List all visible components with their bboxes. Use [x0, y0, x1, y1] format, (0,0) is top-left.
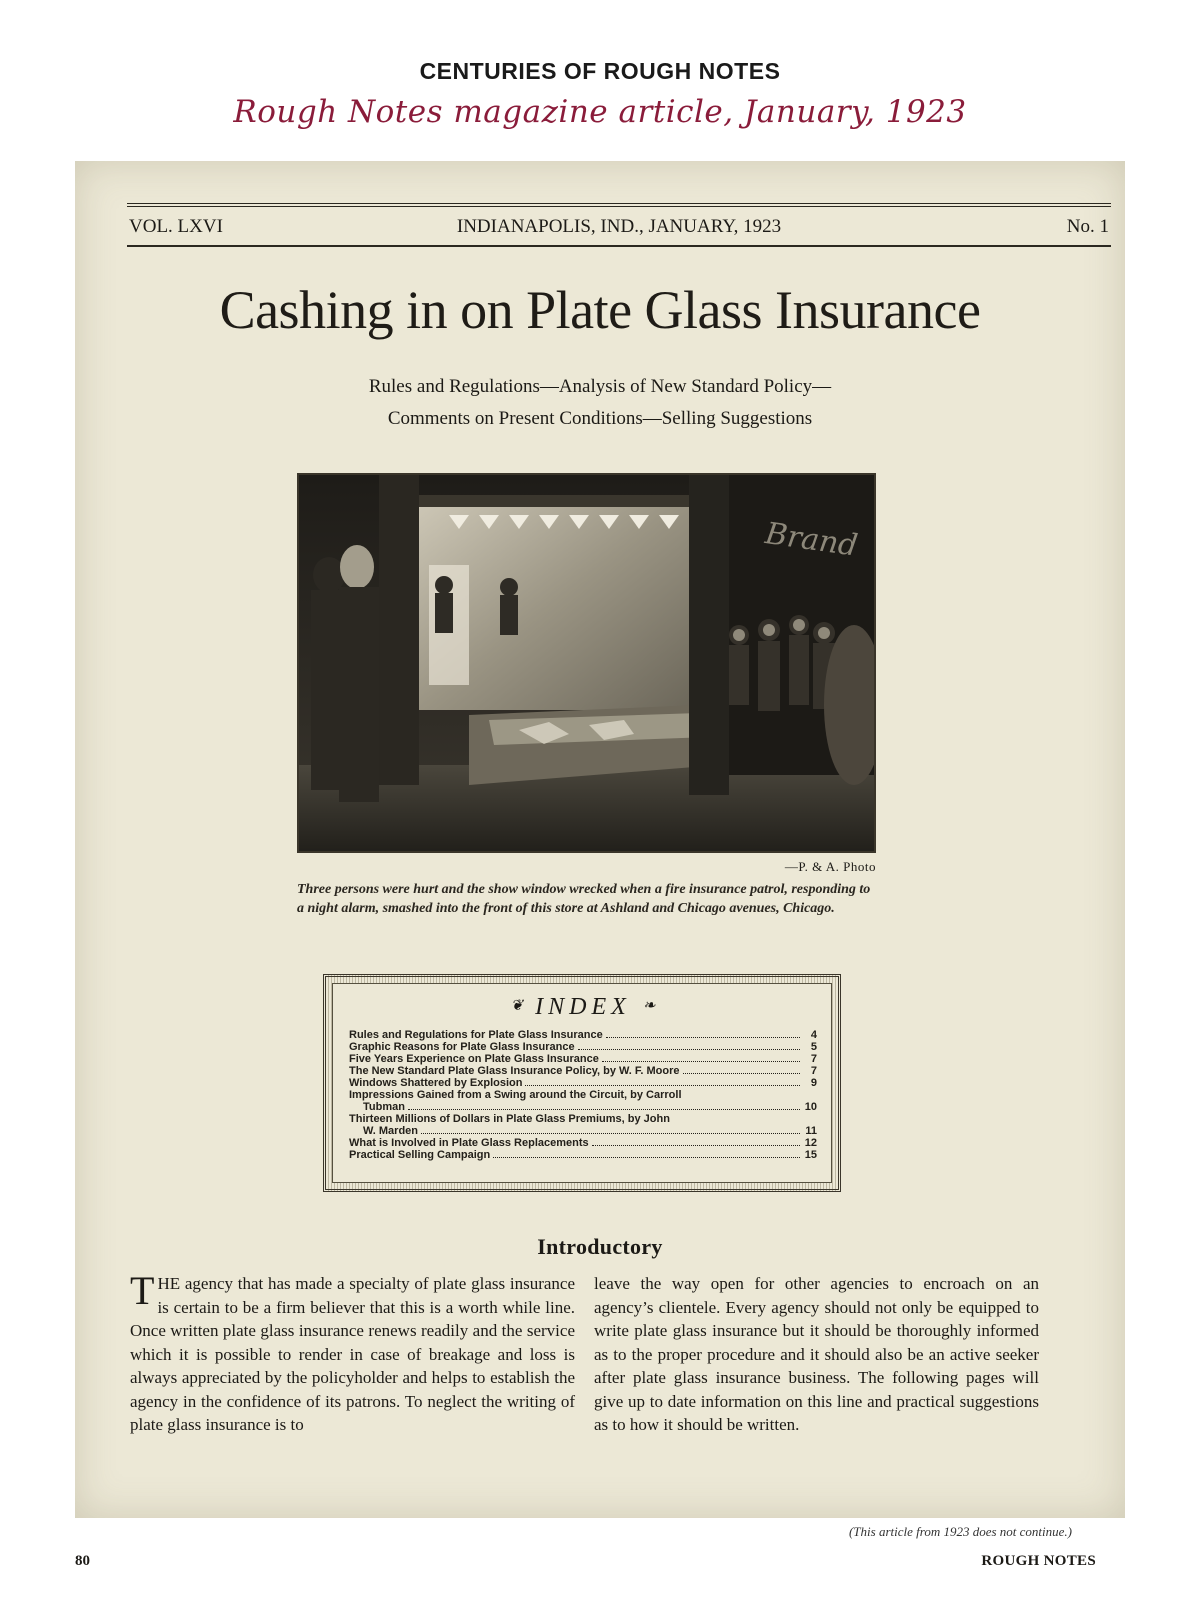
drop-cap: T: [130, 1268, 155, 1313]
index-box: [323, 974, 841, 1192]
index-entry-title: Tubman: [363, 1101, 405, 1113]
index-entry-title: Windows Shattered by Explosion: [349, 1077, 523, 1089]
page-number: 80: [75, 1553, 90, 1569]
index-entry: [349, 1029, 817, 1041]
introductory-heading: Introductory: [537, 1234, 663, 1259]
storefront-photo: [297, 473, 876, 853]
article-deck: [75, 371, 1125, 435]
index-entry-title: Thirteen Millions of Dollars in Plate Glass Premiums, by John: [349, 1113, 670, 1125]
index-leader-dots: [602, 1061, 800, 1062]
index-entry-title: W. Marden: [363, 1125, 419, 1137]
masthead-dateline: INDIANAPOLIS, IND., JANUARY, 1923: [456, 216, 782, 237]
ornament-right-icon: ❧: [642, 998, 656, 1014]
masthead-number: No. 1: [1066, 216, 1109, 237]
footer-note: (This article from 1923 does not continue.): [848, 1524, 1072, 1539]
index-entry-page: 5: [810, 1041, 817, 1053]
index-entry-page: 11: [805, 1125, 817, 1137]
intro-left-column: [130, 1268, 575, 1437]
index-leader-dots: [408, 1109, 800, 1110]
index-entry-title: Practical Selling Campaign: [349, 1149, 491, 1161]
index-entry-page: 7: [810, 1065, 817, 1077]
deck-line-1: Rules and Regulations—Analysis of New Standard Policy—: [368, 376, 832, 397]
index-entry-title: Rules and Regulations for Plate Glass Insurance: [349, 1029, 603, 1041]
index-entry: [349, 1041, 817, 1053]
index-leader-dots: [592, 1145, 800, 1146]
index-leader-dots: [683, 1073, 801, 1074]
scanned-magazine-page: [75, 161, 1125, 1518]
intro-left-text: HE agency that has made a specialty of plate glass insurance is certain to be a firm believer that this is a worth while line. Once written plate glass insurance renews readily and the service which it is possible to render in case of breakage and loss is always appreciated by the policyholder and helps to establish the agency in the confidence of its patrons. To neglect the writing of plate glass insurance is to: [130, 1274, 575, 1434]
index-entry: [349, 1137, 817, 1149]
storefront-sign-text: Brand: [763, 516, 860, 564]
index-entry-page: 7: [810, 1053, 817, 1065]
index-inner: [332, 983, 832, 1183]
index-entry-title: Graphic Reasons for Plate Glass Insurance: [349, 1041, 575, 1053]
index-title: [349, 994, 817, 1021]
index-entry-title: What is Involved in Plate Glass Replacements: [349, 1137, 589, 1149]
index-leader-dots: [606, 1037, 800, 1038]
ornament-left-icon: ❦: [510, 998, 524, 1014]
page-header-subtitle: Rough Notes magazine article, January, 1923: [233, 94, 967, 130]
index-entry: [349, 1113, 817, 1125]
deck-line-2: Comments on Present Conditions—Selling Suggestions: [387, 408, 813, 429]
index-entry-title: The New Standard Plate Glass Insurance Policy, by W. F. Moore: [349, 1065, 680, 1077]
index-entry-page: 12: [804, 1137, 817, 1149]
index-entry: [349, 1125, 817, 1137]
index-entry: [349, 1149, 817, 1161]
index-leader-dots: [578, 1049, 800, 1050]
index-entry-title: Impressions Gained from a Swing around the Circuit, by Carroll: [349, 1089, 682, 1101]
index-entry: [349, 1065, 817, 1077]
index-entry: [349, 1077, 817, 1089]
index-title-text: INDEX: [535, 994, 631, 1020]
masthead: [127, 203, 1111, 247]
index-entry-title: Five Years Experience on Plate Glass Insurance: [349, 1053, 599, 1065]
index-leader-dots: [525, 1085, 800, 1086]
index-leader-dots: [421, 1133, 800, 1134]
page-header-title: CENTURIES OF ROUGH NOTES: [419, 58, 781, 84]
index-entry: [349, 1053, 817, 1065]
index-entry-page: 4: [810, 1029, 817, 1041]
index-entry-page: 10: [804, 1101, 817, 1113]
photo-credit: —P. & A. Photo: [784, 859, 876, 874]
photo-caption: Three persons were hurt and the show window wrecked when a fire insurance patrol, responding to a night alarm, smashed into the front of this store at Ashland and Chicago avenues, Chicago.: [297, 882, 871, 916]
index-entry-page: 9: [810, 1077, 817, 1089]
masthead-volume: VOL. LXVI: [129, 216, 223, 237]
intro-right-column: leave the way open for other agencies to encroach on an agency’s clientele. Every agency should not only be equipped to write plate glass insurance but it should be thoroughly informed as to the proper procedure and it should also be an active seeker after plate glass insurance business. The following pages will give up to date information on this line and practical suggestions as to how it should be written.: [594, 1274, 1039, 1434]
index-entry: [349, 1101, 817, 1113]
index-entry: [349, 1089, 817, 1101]
article-headline: Cashing in on Plate Glass Insurance: [219, 280, 981, 340]
publication-name: ROUGH NOTES: [981, 1553, 1096, 1569]
index-leader-dots: [493, 1157, 800, 1158]
index-entry-page: 15: [804, 1149, 817, 1161]
